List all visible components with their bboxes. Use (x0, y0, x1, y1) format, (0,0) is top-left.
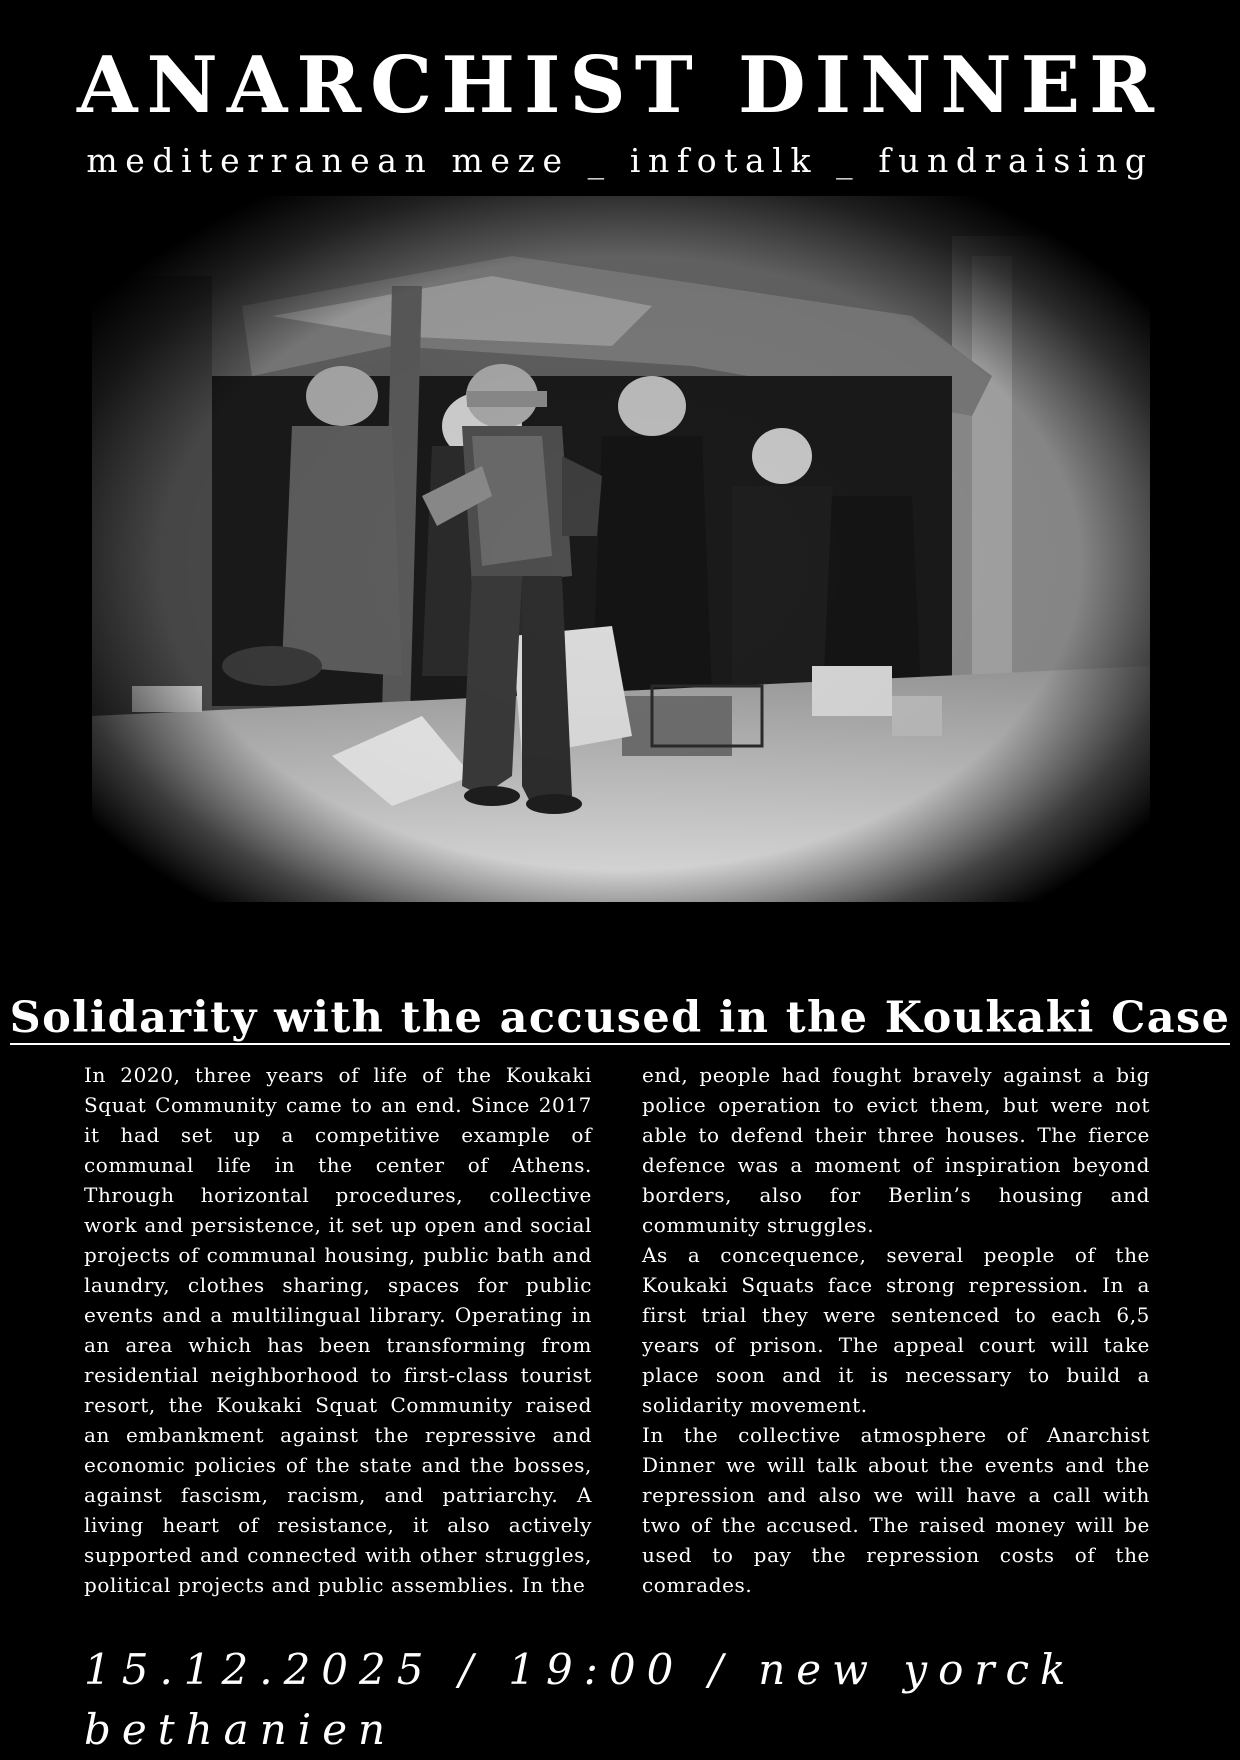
body-column-right (642, 1060, 1150, 1600)
body-paragraph: end, people had fought bravely against a big police operation to evict them, but were not able to defend their three houses. The fierce defence was a moment of inspiration beyond borders, also for Berlin’s housing and community struggles. (642, 1063, 1150, 1237)
poster-subtitle: mediterranean meze _ infotalk _ fundraising (86, 141, 1154, 180)
body-paragraph: In 2020, three years of life of the Koukaki Squat Community came to an end. Since 2017 it had set up a competitive example of communal life in the center of Athens. Through horizontal procedures, collective work and persistence, it set up open and social projects of communal housing, public bath and laundry, clothes sharing, spaces for public events and a multilingual library. Operating in an area which has been transforming from residential neighborhood to first-class tourist resort, the Koukaki Squat Community raised an embankment against the repressive and economic policies of the state and the bosses, against fascism, racism, and patriarchy. A living heart of resistance, it also actively supported and connected with other struggles, political projects and public assemblies. In the (84, 1063, 592, 1597)
headline-text: Solidarity with the accused in the Koukaki Case (9, 993, 1231, 1043)
eviction-photo (92, 196, 1150, 902)
headline (0, 986, 1240, 1050)
body-paragraph: In the collective atmosphere of Anarchist Dinner we will talk about the events and the repression and also we will have a call with two of the accused. The raised money will be used to pay the repression costs of the comrades. (642, 1423, 1150, 1597)
body-paragraph: As a concequence, several people of the Koukaki Squats face strong repression. In a first trial they were sentenced to each 6,5 years of prison. The appeal court will take place soon and it is necessary to build a solidarity movement. (642, 1243, 1150, 1417)
photo-of-riot-police-at-eviction-icon (92, 196, 1150, 902)
poster-title: ANARCHIST DINNER (77, 40, 1163, 131)
body-column-left (84, 1060, 592, 1600)
event-details: 15.12.2025 / 19:00 / new yorck bethanien (84, 1645, 1077, 1754)
